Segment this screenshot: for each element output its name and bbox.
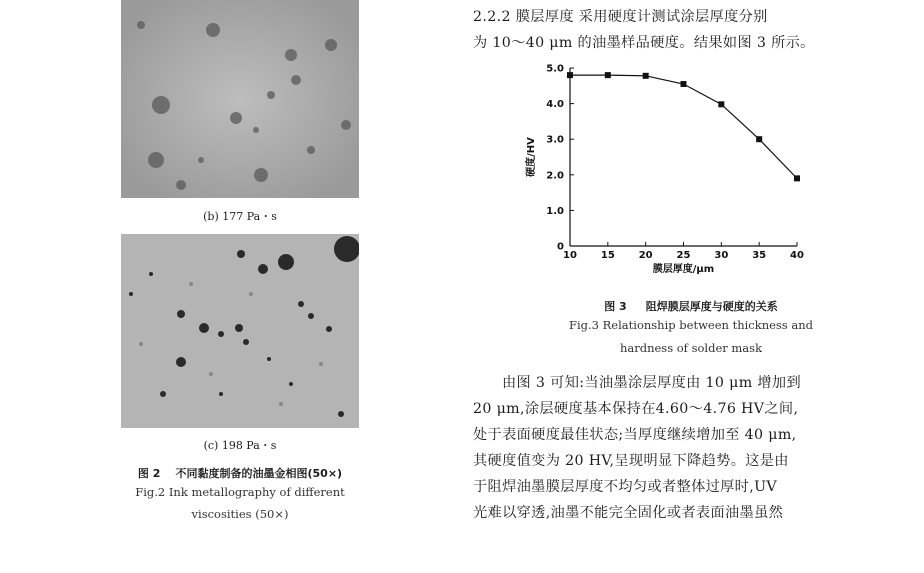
- x-tick-label: 10: [563, 250, 577, 261]
- micrograph-c-image: [121, 234, 359, 428]
- hardness-data-point: [605, 72, 611, 78]
- x-tick-label: 35: [752, 250, 767, 261]
- section-heading-line1: 2.2.2 膜层厚度 采用硬度计测试涂层厚度分别: [473, 9, 768, 25]
- hardness-data-point: [567, 72, 573, 78]
- x-tick-label: 15: [600, 250, 615, 261]
- micrograph-b-image: [121, 0, 359, 198]
- micrograph-c: [121, 234, 359, 428]
- fig2-title-en-line1: Fig.2 Ink metallography of different: [135, 485, 345, 499]
- paragraph-line: 处于表面硬度最佳状态;当厚度继续增加至 40 μm,: [473, 427, 797, 443]
- fig3-title: 阻焊膜层厚度与硬度的关系: [645, 300, 778, 313]
- hardness-series-line: [570, 75, 797, 178]
- fig-c-caption: (c) 198 Pa・s: [203, 439, 277, 452]
- fig-b-caption: (b) 177 Pa・s: [203, 210, 277, 223]
- y-tick-label: 1.0: [546, 205, 564, 217]
- x-tick-label: 40: [790, 250, 804, 261]
- fig3-number: 图 3: [604, 300, 627, 313]
- y-tick-label: 0: [557, 241, 564, 253]
- x-tick-label: 20: [638, 250, 653, 261]
- section-heading-line2: 为 10～40 μm 的油墨样品硬度。结果如图 3 所示。: [473, 35, 815, 51]
- fig2-title: 不同黏度制备的油墨金相图(50×): [175, 467, 343, 480]
- x-tick-label: 30: [714, 250, 729, 261]
- paragraph-line: 由图 3 可知:当油墨涂层厚度由 10 μm 增加到: [502, 375, 801, 391]
- paragraph-line: 其硬度值变为 20 HV,呈现明显下降趋势。这是由: [473, 453, 789, 469]
- hardness-data-point: [643, 73, 649, 79]
- x-axis-label: 膜层厚度/μm: [652, 264, 715, 275]
- x-tick-label: 25: [676, 250, 691, 261]
- y-tick-label: 2.0: [546, 170, 564, 182]
- hardness-data-point: [756, 136, 762, 142]
- fig2-title-cn: [121, 462, 359, 481]
- micrograph-b: [121, 0, 359, 198]
- fig3-title-cn: [473, 295, 909, 314]
- paragraph-line: 于阻焊油墨膜层厚度不均匀或者整体过厚时,UV: [473, 479, 777, 495]
- paragraph-line: 20 μm,涂层硬度基本保持在4.60～4.76 HV之间,: [473, 401, 799, 417]
- hardness-data-point: [794, 175, 800, 181]
- hardness-data-point: [681, 81, 687, 87]
- y-tick-label: 5.0: [546, 63, 564, 75]
- y-tick-label: 3.0: [546, 134, 564, 146]
- fig2-number: 图 2: [137, 467, 161, 480]
- y-tick-label: 4.0: [546, 99, 564, 111]
- fig3-title-en-line1: Fig.3 Relationship between thickness and: [569, 318, 813, 332]
- fig2-title-en-line2: viscosities (50×): [191, 507, 289, 521]
- hardness-data-point: [718, 101, 724, 107]
- y-axis-label: 硬度/HV: [526, 137, 537, 177]
- fig3-title-en-line2: hardness of solder mask: [619, 341, 763, 355]
- body-paragraph: [473, 370, 801, 526]
- paragraph-line: 光难以穿透,油墨不能完全固化或者表面油墨虽然: [473, 505, 784, 521]
- thickness-hardness-chart: [520, 58, 820, 288]
